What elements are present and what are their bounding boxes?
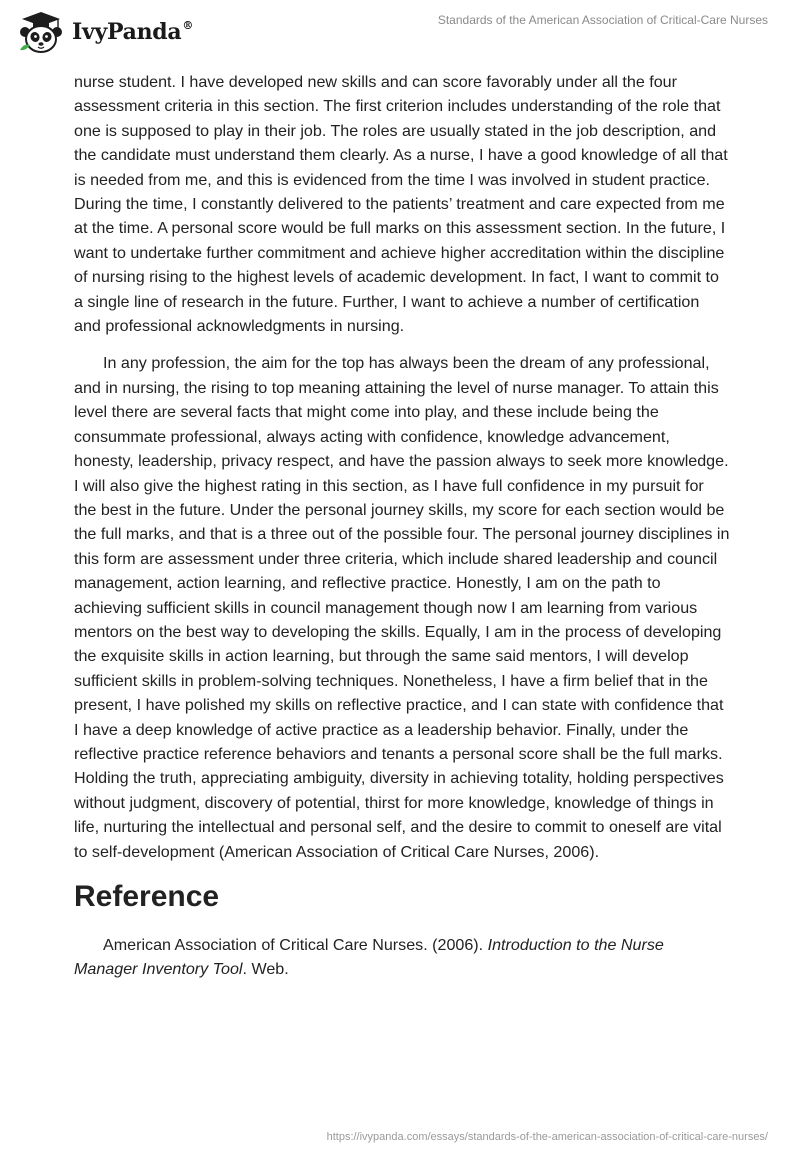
document-title: Standards of the American Association of Critical-Care Nurses bbox=[437, 13, 768, 27]
site-logo[interactable] bbox=[16, 10, 193, 54]
essay-content bbox=[74, 70, 730, 982]
panda-graduate-icon bbox=[16, 10, 66, 54]
reference-suffix: . Web. bbox=[242, 960, 289, 979]
page-url[interactable]: https://ivypanda.com/essays/standards-of-the-american-association-of-critical-care-nurses/ bbox=[326, 1131, 768, 1143]
registered-mark: ® bbox=[182, 19, 194, 32]
body-paragraph-1: nurse student. I have developed new skills and can score favorably under all the four assessment criteria in this section. The first criterion includes understanding of the role that one is supposed to play in their job. The roles are usually stated in the job description, and the candidate must understand them clearly. As a nurse, I have a good knowledge of all that is needed from me, and this is evidenced from the time I was involved in student practice. During the time, I constantly delivered to the patients’ treatment and care expected from me at the time. A personal score would be full marks on this assessment section. In the future, I want to undertake further commitment and achieve higher accreditation within the discipline of nursing rising to the highest levels of academic development. In fact, I want to commit to a single line of research in the future. Further, I want to achieve a number of certification and professional acknowledgments in nursing. bbox=[74, 73, 728, 336]
body-paragraph-2: In any profession, the aim for the top has always been the dream of any professional, and in nursing, the rising to top meaning attaining the level of nurse manager. To attain this level there are several facts that might come into play, and these include being the consummate professional, always acting with confidence, knowledge advancement, honesty, leadership, privacy respect, and have the passion always to seek more knowledge. I will also give the highest rating in this section, as I have full confidence in my pursuit for the best in the future. Under the personal journey skills, my score for each section would be the full marks, and that is a three out of the possible four. The personal journey disciplines in this form are assessment under three criteria, which include shared leadership and council management, action learning, and reflective practice. Honestly, I am on the path to achieving sufficient skills in council management though now I am learning from various mentors on the best way to developing the skills. Equally, I am in the process of developing the exquisite skills in action learning, but through the same said mentors, I will develop sufficient skills in problem-solving techniques. Nonetheless, I have a firm belief that in the present, I have polished my skills on reflective practice, and I can state with confidence that I have a deep knowledge of active practice as a leadership behavior. Finally, under the reflective practice reference behaviors and tenants a personal score shall be the full marks. Holding the truth, appreciating ambiguity, diversity in achieving totality, holding perspectives without judgment, discovery of potential, thirst for more knowledge, knowledge of things in life, nurturing the intellectual and personal self, and the desire to commit to oneself are vital to self-development (American Association of Critical Care Nurses, 2006). bbox=[74, 354, 730, 861]
logo-text: IvyPanda bbox=[72, 19, 182, 45]
reference-entry bbox=[74, 933, 730, 982]
reference-title: Introduction to the Nurse Manager Inventory Tool bbox=[74, 936, 664, 979]
reference-author: American Association of Critical Care Nurses. (2006). bbox=[103, 936, 488, 954]
reference-heading: Reference bbox=[74, 880, 220, 913]
page-header bbox=[0, 0, 800, 64]
logo-wordmark bbox=[72, 19, 193, 45]
